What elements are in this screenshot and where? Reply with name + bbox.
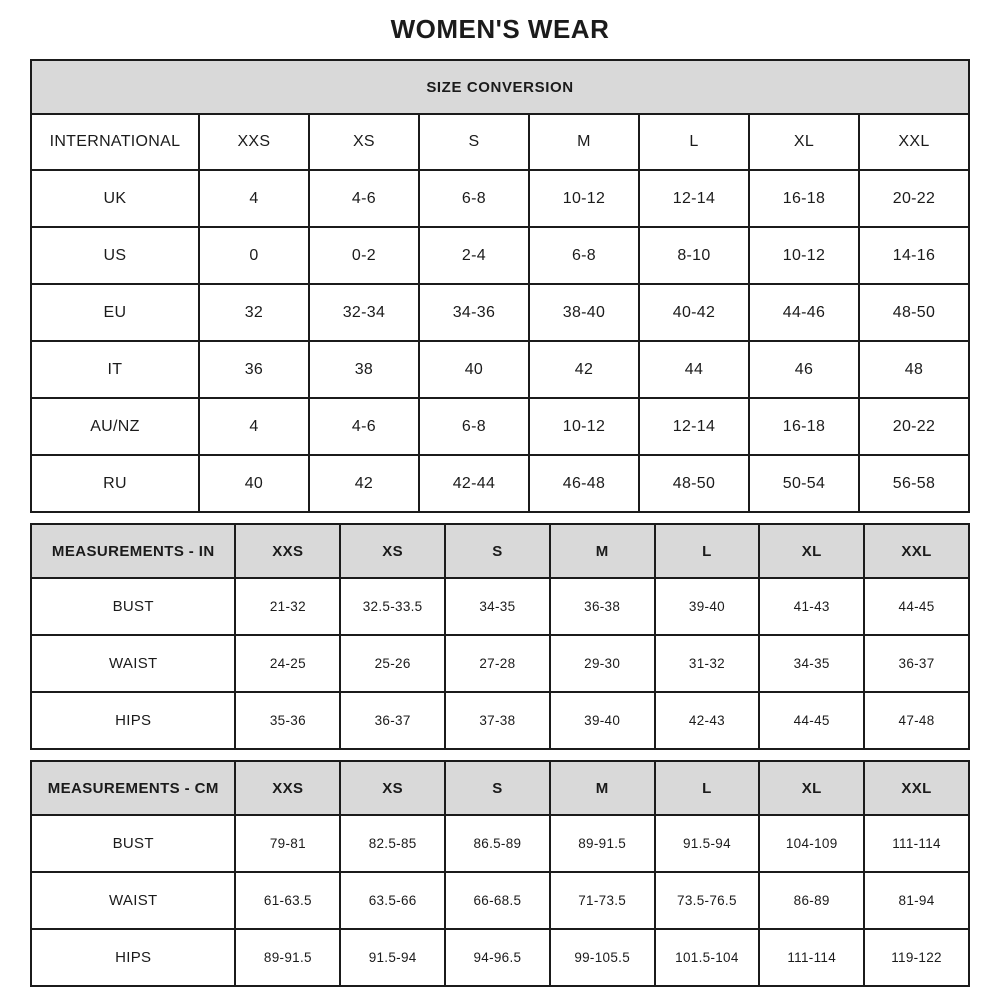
measurement-label: WAIST [31,872,235,929]
region-label: US [31,227,199,284]
size-value-cell: 16-18 [749,398,859,455]
size-value-cell: 16-18 [749,170,859,227]
measurement-value-cell: 35-36 [235,692,340,749]
region-label: UK [31,170,199,227]
measurements-in-row-bust [31,578,969,635]
measurements-header-cell: XXL [864,761,969,815]
measurement-value-cell: 44-45 [864,578,969,635]
measurements-in-row-hips [31,692,969,749]
measurement-label: BUST [31,578,235,635]
measurement-value-cell: 32.5-33.5 [340,578,445,635]
measurement-value-cell: 66-68.5 [445,872,550,929]
size-conversion-header-row [31,114,969,170]
size-value-cell: 4 [199,170,309,227]
measurement-value-cell: 25-26 [340,635,445,692]
measurement-value-cell: 47-48 [864,692,969,749]
size-value-cell: 50-54 [749,455,859,512]
size-conversion-header-cell: L [639,114,749,170]
measurements-header-cell: XL [759,524,864,578]
measurements-header-cell: M [550,761,655,815]
measurement-value-cell: 111-114 [864,815,969,872]
measurements-header-cell: XS [340,524,445,578]
measurements-cm-header-row [31,761,969,815]
size-value-cell: 40 [199,455,309,512]
size-conversion-row-au-nz [31,398,969,455]
size-conversion-header-cell: XS [309,114,419,170]
measurement-value-cell: 71-73.5 [550,872,655,929]
size-conversion-row-eu [31,284,969,341]
measurement-value-cell: 61-63.5 [235,872,340,929]
measurements-header-cell: XL [759,761,864,815]
measurements-header-cell: S [445,524,550,578]
measurement-value-cell: 81-94 [864,872,969,929]
size-value-cell: 4 [199,398,309,455]
measurement-value-cell: 104-109 [759,815,864,872]
size-value-cell: 14-16 [859,227,969,284]
measurements-cm-table [30,760,970,987]
size-conversion-table [30,59,970,513]
measurement-value-cell: 82.5-85 [340,815,445,872]
size-conversion-header-cell: INTERNATIONAL [31,114,199,170]
measurement-value-cell: 34-35 [445,578,550,635]
measurement-value-cell: 36-37 [864,635,969,692]
measurements-in-header-row [31,524,969,578]
measurement-value-cell: 89-91.5 [235,929,340,986]
measurements-in-title: MEASUREMENTS - IN [31,524,235,578]
measurement-value-cell: 36-37 [340,692,445,749]
size-conversion-header-cell: XXS [199,114,309,170]
size-value-cell: 0-2 [309,227,419,284]
size-conversion-header-cell: S [419,114,529,170]
region-label: EU [31,284,199,341]
size-value-cell: 44 [639,341,749,398]
size-value-cell: 10-12 [749,227,859,284]
size-conversion-header-cell: XXL [859,114,969,170]
size-value-cell: 12-14 [639,170,749,227]
measurements-header-cell: L [655,761,760,815]
size-value-cell: 8-10 [639,227,749,284]
region-label: RU [31,455,199,512]
size-value-cell: 12-14 [639,398,749,455]
measurement-value-cell: 37-38 [445,692,550,749]
size-value-cell: 10-12 [529,398,639,455]
measurement-value-cell: 111-114 [759,929,864,986]
size-value-cell: 32 [199,284,309,341]
size-value-cell: 38 [309,341,419,398]
size-value-cell: 42 [309,455,419,512]
measurement-value-cell: 39-40 [655,578,760,635]
measurements-header-cell: XXS [235,761,340,815]
size-value-cell: 20-22 [859,398,969,455]
size-value-cell: 48 [859,341,969,398]
measurements-in-table [30,523,970,750]
measurements-cm-row-waist [31,872,969,929]
size-value-cell: 20-22 [859,170,969,227]
measurement-value-cell: 21-32 [235,578,340,635]
size-conversion-row-ru [31,455,969,512]
measurement-value-cell: 86-89 [759,872,864,929]
size-value-cell: 56-58 [859,455,969,512]
size-value-cell: 0 [199,227,309,284]
size-value-cell: 46-48 [529,455,639,512]
measurement-value-cell: 27-28 [445,635,550,692]
measurement-value-cell: 34-35 [759,635,864,692]
measurements-header-cell: L [655,524,760,578]
size-value-cell: 34-36 [419,284,529,341]
size-conversion-header-cell: XL [749,114,859,170]
measurement-value-cell: 36-38 [550,578,655,635]
size-value-cell: 42 [529,341,639,398]
measurements-header-cell: XXL [864,524,969,578]
size-value-cell: 48-50 [859,284,969,341]
size-conversion-header-cell: M [529,114,639,170]
size-value-cell: 6-8 [419,398,529,455]
region-label: IT [31,341,199,398]
measurement-value-cell: 24-25 [235,635,340,692]
measurement-value-cell: 63.5-66 [340,872,445,929]
size-conversion-title: SIZE CONVERSION [31,60,969,114]
measurement-value-cell: 91.5-94 [655,815,760,872]
measurement-label: HIPS [31,692,235,749]
size-value-cell: 40 [419,341,529,398]
measurement-value-cell: 79-81 [235,815,340,872]
measurements-header-cell: S [445,761,550,815]
region-label: AU/NZ [31,398,199,455]
measurement-value-cell: 101.5-104 [655,929,760,986]
measurement-value-cell: 31-32 [655,635,760,692]
size-conversion-row-us [31,227,969,284]
measurement-label: HIPS [31,929,235,986]
size-value-cell: 44-46 [749,284,859,341]
size-value-cell: 2-4 [419,227,529,284]
measurements-cm-title: MEASUREMENTS - CM [31,761,235,815]
size-value-cell: 6-8 [419,170,529,227]
measurements-header-cell: XS [340,761,445,815]
measurement-value-cell: 91.5-94 [340,929,445,986]
size-value-cell: 48-50 [639,455,749,512]
size-value-cell: 42-44 [419,455,529,512]
measurements-cm-row-hips [31,929,969,986]
size-value-cell: 40-42 [639,284,749,341]
measurements-cm-row-bust [31,815,969,872]
measurement-value-cell: 119-122 [864,929,969,986]
measurement-value-cell: 44-45 [759,692,864,749]
measurements-header-cell: XXS [235,524,340,578]
measurement-label: BUST [31,815,235,872]
size-value-cell: 46 [749,341,859,398]
measurement-value-cell: 39-40 [550,692,655,749]
measurement-value-cell: 42-43 [655,692,760,749]
measurement-value-cell: 89-91.5 [550,815,655,872]
measurement-value-cell: 73.5-76.5 [655,872,760,929]
size-conversion-banner-row [31,60,969,114]
size-conversion-row-it [31,341,969,398]
measurement-label: WAIST [31,635,235,692]
measurement-value-cell: 86.5-89 [445,815,550,872]
size-value-cell: 38-40 [529,284,639,341]
measurements-in-row-waist [31,635,969,692]
size-value-cell: 10-12 [529,170,639,227]
size-value-cell: 36 [199,341,309,398]
size-value-cell: 4-6 [309,170,419,227]
measurement-value-cell: 99-105.5 [550,929,655,986]
size-conversion-row-uk [31,170,969,227]
size-value-cell: 32-34 [309,284,419,341]
page-title: WOMEN'S WEAR [390,14,610,44]
size-value-cell: 4-6 [309,398,419,455]
measurements-header-cell: M [550,524,655,578]
measurement-value-cell: 94-96.5 [445,929,550,986]
size-value-cell: 6-8 [529,227,639,284]
measurement-value-cell: 41-43 [759,578,864,635]
measurement-value-cell: 29-30 [550,635,655,692]
